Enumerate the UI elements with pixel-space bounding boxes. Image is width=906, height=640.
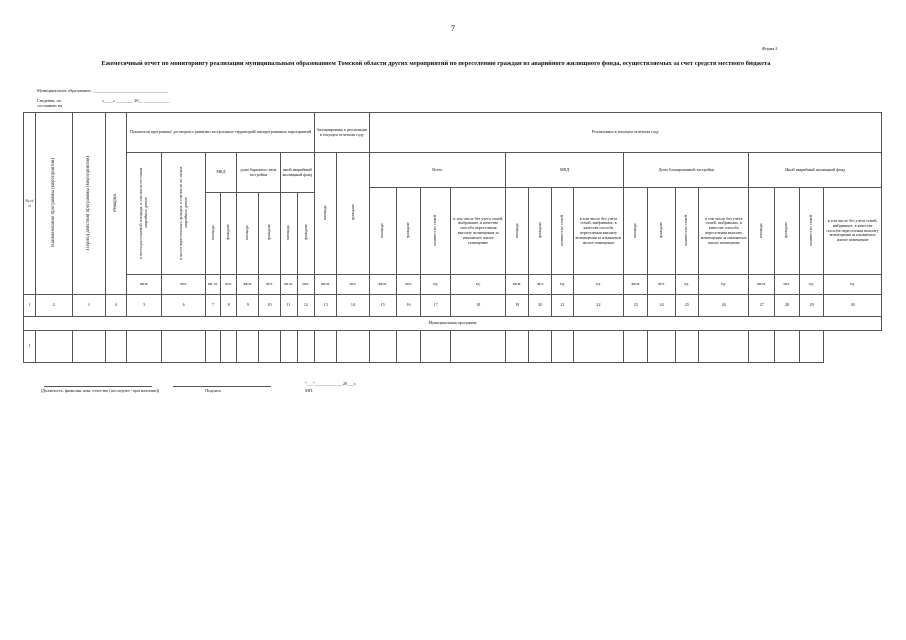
column-number: 17 <box>421 295 451 317</box>
unit-cell: чел. <box>396 275 420 295</box>
header-planned-citizens: граждане <box>349 204 355 221</box>
form-number: Форма 2 <box>762 46 778 51</box>
header-total-area: площадь <box>379 222 385 238</box>
header-period: Период действия программы (мероприятия) <box>85 155 91 250</box>
column-number: 24 <box>648 295 675 317</box>
unit-cell: ед. <box>421 275 451 295</box>
column-number: 13 <box>315 295 337 317</box>
column-number: 26 <box>698 295 749 317</box>
header-realized: Реализовано в текущем отчетном году <box>369 113 881 153</box>
unit-cell: ед. <box>799 275 823 295</box>
date-line[interactable]: "___"_____________20___г. <box>305 381 356 386</box>
column-number: 7 <box>205 295 220 317</box>
unit-cell: кв.м. <box>506 275 529 295</box>
header-num: № п/п <box>25 197 34 208</box>
header-planned: Запланировано к реализации в текущем отчетном году <box>315 113 370 153</box>
column-number: 1 <box>24 295 36 317</box>
column-number: 4 <box>105 295 126 317</box>
header-barrack-area: площадь <box>632 222 638 238</box>
header-total-families: количество семей <box>432 214 438 246</box>
header-total: Всего <box>369 153 505 188</box>
header-other-area: площадь <box>758 222 764 238</box>
signature-label: Подпись <box>205 388 221 393</box>
header-r-mkd: МКД <box>506 153 624 188</box>
column-number: 23 <box>624 295 648 317</box>
column-number: 9 <box>237 295 259 317</box>
column-number: 27 <box>749 295 774 317</box>
header-barrack-families: количество семей <box>683 214 689 246</box>
unit-cell: чел. <box>259 275 280 295</box>
column-number: 10 <box>259 295 280 317</box>
unit-cell: ед. <box>698 275 749 295</box>
section-row <box>24 317 882 331</box>
report-title: Ежемесячный отчет по мониторингу реализации муниципальным образованием Томской области других мероприятий по переселению граждан из аварийного жилищного фонда, осуществляемых за счет средств местного бюджета <box>101 60 771 67</box>
header-barrack-citizens: граждане <box>658 221 664 239</box>
unit-cell: чел. <box>162 275 205 295</box>
column-number: 12 <box>297 295 314 317</box>
column-number: 30 <box>824 295 882 317</box>
table-row <box>24 331 882 363</box>
header-r-other: Иной аварийный жилищный фонд <box>749 153 882 188</box>
unit-cell: чел. <box>297 275 314 295</box>
column-number: 22 <box>573 295 624 317</box>
stamp-label: МП. <box>305 388 313 393</box>
header-other-families: количество семей <box>808 214 814 246</box>
header-r-barrack: Дома блокированной застройки <box>624 153 749 188</box>
column-number: 28 <box>774 295 799 317</box>
header-other-fund: иной аварийный жилищный фонд <box>280 153 314 193</box>
unit-cell: кв.м. <box>237 275 259 295</box>
header-other-area-sub: площадь <box>285 225 291 241</box>
column-number-row <box>24 295 882 317</box>
unit-cell: кв. м. <box>205 275 220 295</box>
unit-cell: кв.м. <box>749 275 774 295</box>
unit-cell: кв.м. <box>369 275 396 295</box>
header-mkd: МКД <box>205 153 236 193</box>
header-area-total: в части расселяемой площади, в том числе по типам аварийных домов <box>138 166 149 259</box>
as-of-date: «____» ________ 20__ ____________ <box>102 98 170 103</box>
column-number: 20 <box>529 295 552 317</box>
as-of-label-2: состоянию на <box>37 103 63 108</box>
header-program-name: Наименование программы (мероприятия) <box>50 158 56 247</box>
header-indicators: Показатели программы/ договоров о развитии застроенных территорий/ внепрограммных мероприятий <box>127 113 315 153</box>
unit-cell: ед. <box>552 275 573 295</box>
unit-cell: кв.м. <box>127 275 162 295</box>
unit-cell: ед. <box>824 275 882 295</box>
report-table <box>23 112 882 363</box>
column-number: 3 <box>72 295 105 317</box>
column-number: 25 <box>675 295 698 317</box>
unit-cell: чел. <box>337 275 369 295</box>
header-remarks: Ремарки <box>112 193 118 212</box>
unit-cell: чел. <box>221 275 237 295</box>
column-number: 29 <box>799 295 823 317</box>
unit-cell: кв.м. <box>280 275 297 295</box>
column-number: 16 <box>396 295 420 317</box>
unit-cell: кв.м. <box>315 275 337 295</box>
row-number: 1 <box>24 331 36 363</box>
as-of-label-1: Сведения, по <box>37 98 61 103</box>
header-total-citizens: граждане <box>405 221 411 239</box>
units-row <box>24 275 882 295</box>
header-mkd-citizens: граждане <box>536 221 542 239</box>
column-number: 18 <box>451 295 506 317</box>
column-number: 5 <box>127 295 162 317</box>
column-number: 8 <box>221 295 237 317</box>
section-label: Муниципальная программа <box>24 317 882 331</box>
column-number: 21 <box>552 295 573 317</box>
column-number: 11 <box>280 295 297 317</box>
unit-cell: чел. <box>774 275 799 295</box>
header-incl-mkd: в том числе без учета семей, выбравших, в качестве способа переселения выплату возмещения за изымаемое жилое помещение <box>573 188 624 275</box>
unit-cell: чел. <box>529 275 552 295</box>
signature-line[interactable] <box>173 386 271 387</box>
unit-cell: ед. <box>451 275 506 295</box>
header-incl-barrack: в том числе без учета семей, выбравших, в качестве способа переселения выплату возмещения за изымаемое жилое помещение <box>698 188 749 275</box>
header-incl-other: в том числе без учета семей, выбравших, в качестве способа переселения выплату возмещения за изымаемое жилое помещение <box>824 188 882 275</box>
column-number: 14 <box>337 295 369 317</box>
unit-cell: ед. <box>675 275 698 295</box>
column-number: 15 <box>369 295 396 317</box>
header-incl-total: в том числе без учета семей, выбравших, в качестве способа переселения выплату возмещения за изымаемое жилое помещение <box>451 188 506 275</box>
position-label: (Должность, фамилия, имя, отчество (последнее - при наличии)) <box>40 388 160 393</box>
unit-cell: кв.м. <box>624 275 648 295</box>
header-mkd-citizens-sub: граждане <box>225 224 231 241</box>
header-planned-area: площадь <box>322 205 328 221</box>
column-number: 6 <box>162 295 205 317</box>
column-number: 2 <box>36 295 72 317</box>
header-barrack-citizens-sub: граждане <box>266 224 272 241</box>
page-number: 7 <box>451 24 455 33</box>
unit-cell: ед. <box>573 275 624 295</box>
header-barrack-area-sub: площадь <box>244 225 250 241</box>
header-mkd-area-sub: площадь <box>209 225 215 241</box>
header-mkd-families: количество семей <box>559 214 565 246</box>
header-mkd-area: площадь <box>513 222 519 238</box>
header-other-citizens-sub: граждане <box>302 224 308 241</box>
municipality-field: Муниципальное образование: ___________________________________ <box>37 88 168 93</box>
header-people-total: в части переселяемых граждан, в том числе по типам аварийных домов <box>177 166 188 260</box>
column-number: 19 <box>506 295 529 317</box>
header-other-citizens: граждане <box>783 221 789 239</box>
unit-cell: чел. <box>648 275 675 295</box>
position-line[interactable] <box>44 386 152 387</box>
header-barrack: дома барачного типа застройки <box>237 153 280 193</box>
